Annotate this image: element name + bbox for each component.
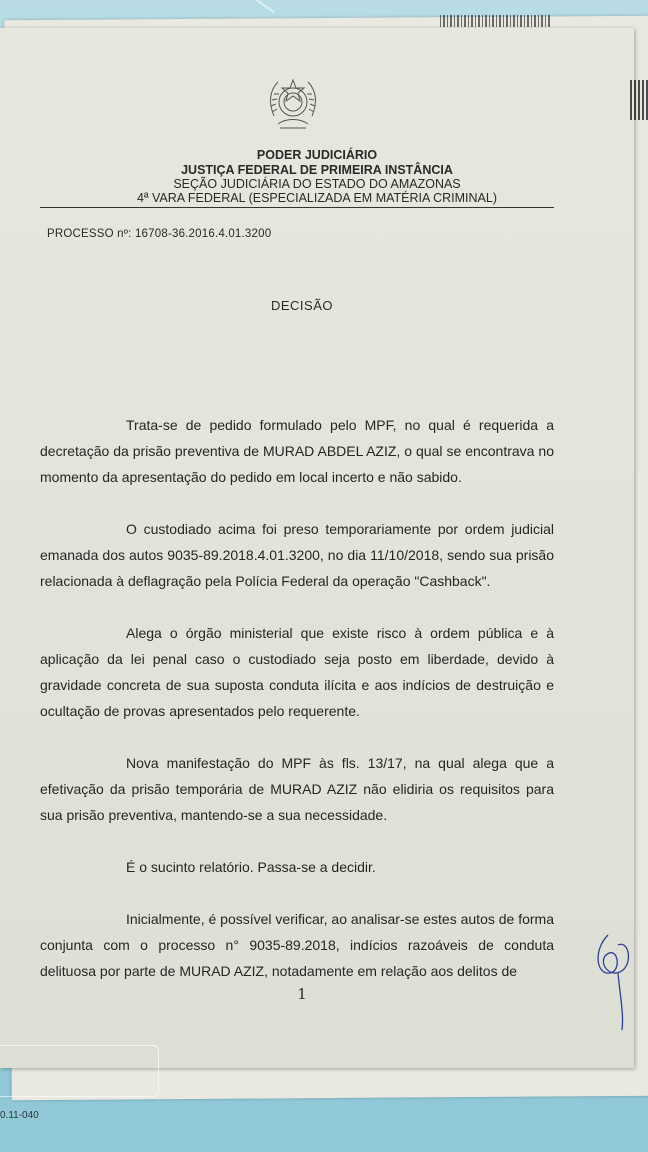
header-line-2: JUSTIÇA FEDERAL DE PRIMEIRA INSTÂNCIA	[181, 163, 453, 177]
stamp-code: 0.11-040	[0, 1110, 39, 1121]
barcode-top	[440, 15, 550, 27]
process-number: PROCESSO nº: 16708-36.2016.4.01.3200	[47, 228, 272, 240]
paragraph-1: Trata-se de pedido formulado pelo MPF, no qual é requerida a decretação da prisão preventiva de MURAD ABDEL AZIZ, o qual se encontrava no momento da apresentação do pedido em local incerto e não sabido.	[40, 417, 554, 485]
header-divider	[40, 207, 554, 208]
coat-of-arms-icon	[258, 72, 328, 142]
document-body	[40, 412, 554, 1010]
page-number: 1	[297, 985, 307, 1003]
paragraph-4: Nova manifestação do MPF às fls. 13/17, na qual alega que a efetivação da prisão temporária de MURAD AZIZ não elidiria os requisitos para sua prisão preventiva, mantendo-se a sua necessidade.	[40, 755, 554, 823]
header-line-1: PODER JUDICIÁRIO	[256, 148, 378, 162]
barcode-side	[630, 80, 648, 120]
paragraph-5: É o sucinto relatório. Passa-se a decidir.	[126, 859, 376, 875]
paragraph-6: Inicialmente, é possível verificar, ao analisar-se estes autos de forma conjunta com o processo n° 9035-89.2018, indícios razoáveis de conduta delituosa por parte de MURAD AZIZ, notadamente em relação aos delitos de	[40, 911, 554, 979]
header-line-3: SEÇÃO JUDICIÁRIA DO ESTADO DO AMAZONAS	[173, 177, 461, 191]
folder-edge	[0, 1045, 159, 1097]
paragraph-3: Alega o órgão ministerial que existe risco à ordem pública e à aplicação da lei penal caso o custodiado seja posto em liberdade, devido à gravidade concreta de sua suposta conduta ilícita e aos indícios de destruição e ocultação de provas apresentados pelo requerente.	[40, 625, 554, 719]
paragraph-2: O custodiado acima foi preso temporariamente por ordem judicial emanada dos autos 9035-89.2018.4.01.3200, no dia 11/10/2018, sendo sua prisão relacionada à deflagração pela Polícia Federal da operação "Cashback".	[40, 521, 554, 589]
document-title: DECISÃO	[270, 298, 333, 313]
header-line-4: 4ª VARA FEDERAL (ESPECIALIZADA EM MATÉRIA CRIMINAL)	[136, 191, 498, 205]
document-page	[0, 28, 634, 1068]
desk-line	[241, 0, 275, 13]
signature-icon	[588, 925, 648, 1035]
